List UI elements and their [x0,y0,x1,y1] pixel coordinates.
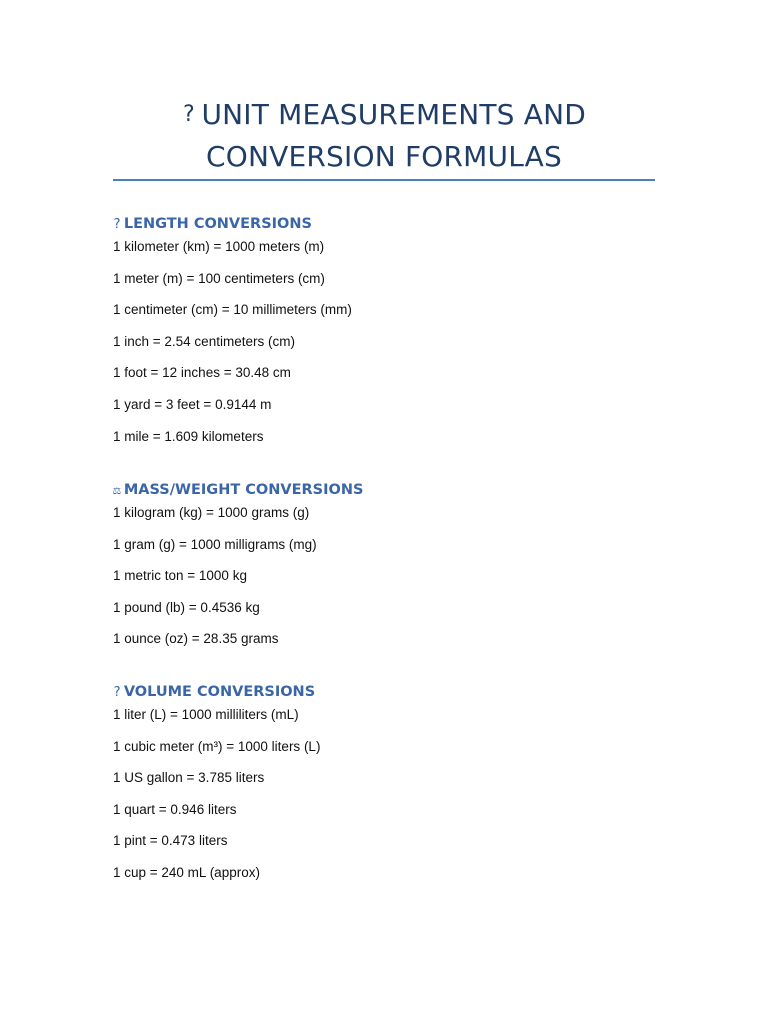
section-heading-text: LENGTH CONVERSIONS [123,216,312,232]
conversion-line: 1 meter (m) = 100 centimeters (cm) [113,270,325,286]
section-heading-2 [113,682,315,703]
section-heading-text: VOLUME CONVERSIONS [123,684,316,700]
page-title [113,94,655,178]
conversion-line: 1 pint = 0.473 liters [113,833,228,849]
scale-icon: ⚖ [113,483,121,498]
title-line-1 [113,94,655,136]
ruler-icon: ? [113,217,121,232]
section-heading-1 [113,480,363,501]
conversion-line: 1 yard = 3 feet = 0.9144 m [113,397,272,412]
conversion-line: 1 US gallon = 3.785 liters [113,770,265,786]
conversion-line: 1 pound (lb) = 0.4536 kg [113,599,260,615]
conversion-line: 1 centimeter (cm) = 10 millimeters (mm) [113,302,352,318]
conversion-line: 1 liter (L) = 1000 milliliters (mL) [113,707,299,722]
conversion-line: 1 kilometer (km) = 1000 meters (m) [113,239,325,254]
conversion-line: 1 cubic meter (m³) = 1000 liters (L) [113,738,321,754]
conversion-line: 1 quart = 0.946 liters [113,801,237,817]
conversion-line: 1 ounce (oz) = 28.35 grams [113,631,279,647]
section-heading-text: MASS/WEIGHT CONVERSIONS [123,482,364,498]
conversion-line: 1 metric ton = 1000 kg [113,568,247,584]
conversion-line: 1 gram (g) = 1000 milligrams (mg) [113,536,317,552]
section-heading-0 [113,214,312,235]
title-icon: ? [181,102,196,127]
title-text-1: UNIT MEASUREMENTS AND [201,98,586,131]
title-line-2: CONVERSION FORMULAS [206,140,562,173]
title-divider [113,179,655,181]
beaker-icon: ? [113,685,121,700]
conversion-line: 1 kilogram (kg) = 1000 grams (g) [113,505,310,520]
conversion-line: 1 cup = 240 mL (approx) [113,865,260,880]
conversion-line: 1 inch = 2.54 centimeters (cm) [113,333,295,349]
conversion-line: 1 mile = 1.609 kilometers [113,428,264,444]
conversion-line: 1 foot = 12 inches = 30.48 cm [113,365,291,381]
